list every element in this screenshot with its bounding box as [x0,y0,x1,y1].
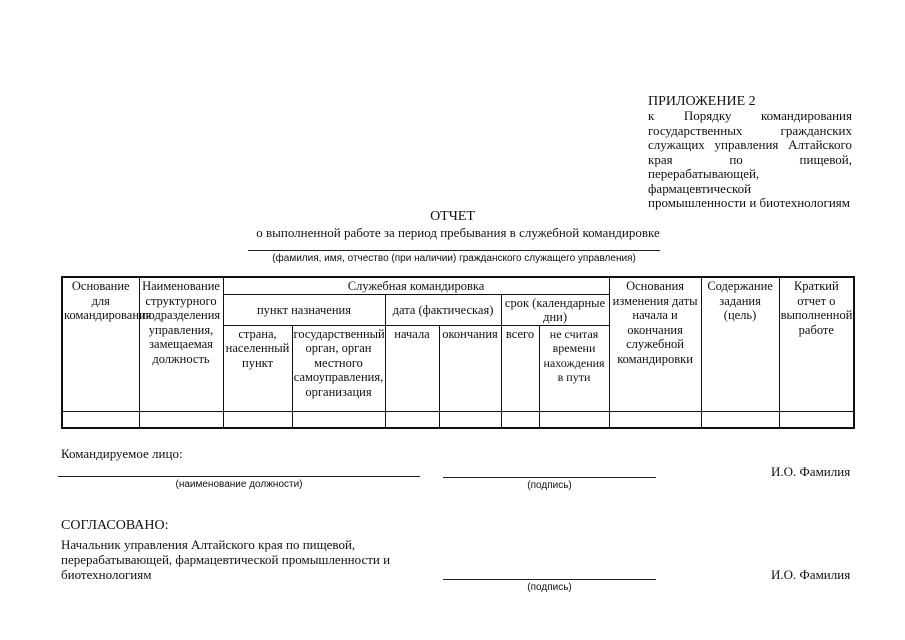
approval-label: СОГЛАСОВАНО: [61,518,169,533]
group-business-trip: Служебная командировка [223,277,609,294]
group-dates: дата (фактическая) [385,294,501,325]
col-summary: Краткий отчет о выполненной работе [779,277,854,411]
employee-name-line [248,250,660,251]
table-cell[interactable] [539,411,609,428]
table-cell[interactable] [139,411,223,428]
approval-name: И.О. Фамилия [771,567,851,582]
col-excl-travel: не считая времени нахождения в пути [539,325,609,411]
appendix-header [648,94,852,211]
col-change-reasons: Основания изменения даты начала и окончания служебной командировки [609,277,701,411]
col-authority: государственный орган, орган местного самоуправления, организация [292,325,385,411]
table-cell[interactable] [701,411,779,428]
approval-signature-line[interactable] [443,579,656,580]
group-term: срок (календарные дни) [501,294,609,325]
col-end: окончания [439,325,501,411]
report-table [61,276,855,429]
approval-signature-caption: (подпись) [527,582,572,593]
table-header-row [62,277,854,294]
table-row [62,411,854,428]
table-cell[interactable] [223,411,292,428]
col-task: Содержание задания (цель) [701,277,779,411]
col-basis: Основание для командирования [62,277,139,411]
position-caption: (наименование должности) [175,479,303,490]
signature-line[interactable] [443,477,656,478]
seconded-label: Командируемое лицо: [61,446,183,461]
appendix-body: к Порядку командирования государственных гражданских служащих управления Алтайского края по пищевой, перерабатывающей, фармацевтической промышленности и биотехнологиям [648,108,852,210]
col-start: начала [385,325,439,411]
table-cell[interactable] [779,411,854,428]
employee-name-caption: (фамилия, имя, отчество (при наличии) гражданского служащего управления) [272,253,636,264]
col-country: страна, населенный пункт [223,325,292,411]
seconded-name: И.О. Фамилия [771,464,851,479]
table-cell[interactable] [439,411,501,428]
table-cell[interactable] [385,411,439,428]
appendix-title: ПРИЛОЖЕНИЕ 2 [648,94,756,109]
group-destination: пункт назначения [223,294,385,325]
report-subtitle: о выполненной работе за период пребывания в служебной командировке [256,225,660,240]
col-total: всего [501,325,539,411]
approval-position: Начальник управления Алтайского края по пищевой, перерабатывающей, фармацевтической промышленности и биотехнологиям [61,537,391,582]
report-title: ОТЧЕТ [430,209,475,224]
signature-caption: (подпись) [527,480,572,491]
table-cell[interactable] [292,411,385,428]
position-line[interactable] [58,476,420,477]
table-cell[interactable] [501,411,539,428]
col-unit: Наименование структурного подразделения управления, замещаемая должность [139,277,223,411]
table-cell[interactable] [62,411,139,428]
table-cell[interactable] [609,411,701,428]
